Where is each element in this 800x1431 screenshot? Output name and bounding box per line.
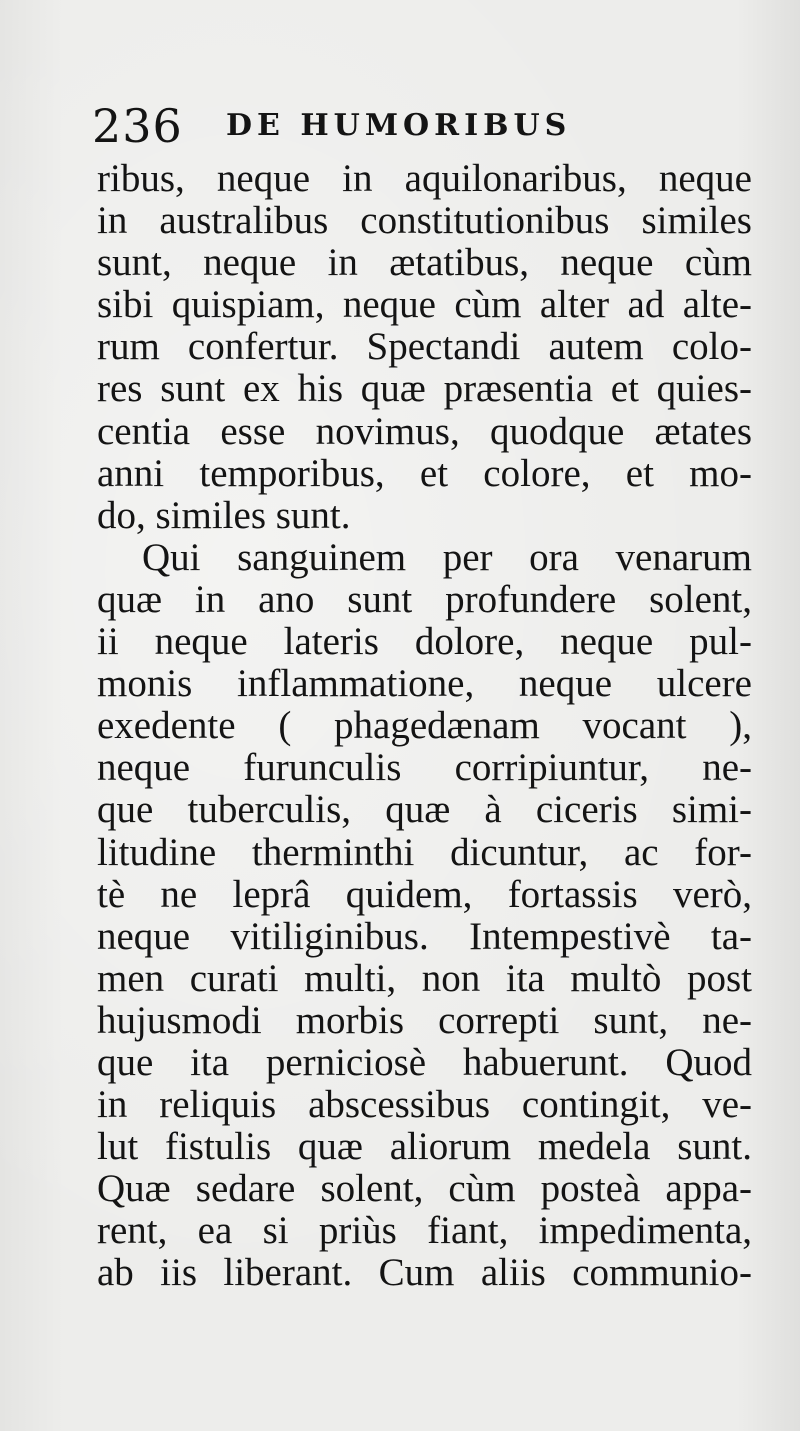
running-head (92, 98, 752, 154)
text-line: que tuberculis, quæ à ciceris simi- (97, 788, 752, 832)
text-line: neque furunculis corripiuntur, ne- (97, 746, 752, 790)
running-title: DE HUMORIBUS (226, 108, 572, 143)
text-line: monis inflammatione, neque ulcere (97, 662, 752, 706)
text-line: hujusmodi morbis correpti sunt, ne- (97, 998, 752, 1042)
text-line: neque vitiliginibus. Intempestivè ta- (97, 914, 752, 958)
text-line: exedente ( phagedænam vocant ), (97, 704, 752, 748)
text-line: lut fistulis quæ aliorum medela sunt. (97, 1125, 752, 1169)
text-line: do, similes sunt. (97, 493, 351, 537)
text-line: rum confertur. Spectandi autem colo- (97, 325, 752, 369)
text-line: in reliquis abscessibus contingit, ve- (97, 1083, 752, 1127)
text-line: tè ne leprâ quidem, fortassis verò, (97, 872, 752, 916)
text-line: ribus, neque in aquilonaribus, neque (97, 157, 752, 200)
text-line: ii neque lateris dolore, neque pul- (97, 620, 752, 664)
text-line: Quæ sedare solent, cùm posteà appa- (97, 1167, 752, 1211)
body-text (97, 158, 752, 1295)
text-line: litudine therminthi dicuntur, ac for- (97, 830, 752, 874)
text-line: res sunt ex his quæ præsentia et quies- (97, 367, 752, 411)
text-line: sunt, neque in ætatibus, neque cùm (97, 241, 752, 285)
page-number: 236 (92, 99, 183, 153)
text-line: ab iis liberant. Cum aliis communio- (97, 1251, 752, 1295)
text-line: centia esse novimus, quodque ætates (97, 409, 752, 453)
text-line: sibi quispiam, neque cùm alter ad alte- (97, 283, 752, 327)
text-line: Qui sanguinem per ora venarum (142, 535, 752, 579)
text-line: anni temporibus, et colore, et mo- (97, 451, 752, 495)
text-line: men curati multi, non ita multò post (97, 956, 752, 1000)
text-line: que ita perniciosè habuerunt. Quod (97, 1040, 752, 1084)
text-line: rent, ea si priùs fiant, impedimenta, (97, 1209, 752, 1253)
text-line: quæ in ano sunt profundere solent, (97, 577, 752, 621)
text-line: in australibus constitutionibus similes (97, 199, 752, 243)
